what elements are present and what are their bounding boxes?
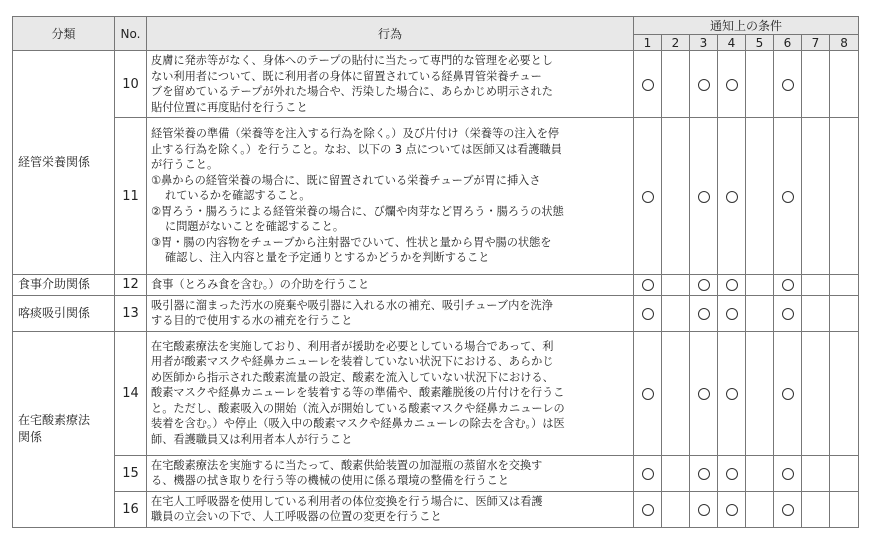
condition-cell-5 [746,118,774,275]
row-number: 10 [115,51,147,118]
condition-number-1: 1 [634,35,662,51]
action-text-line: 用者が酸素マスクや経鼻カニューレを装着していない状況下における、あらかじ [151,355,554,369]
condition-cell-2 [662,491,690,527]
condition-cell-5 [746,455,774,491]
condition-cell-1 [634,51,662,118]
row-number: 11 [115,118,147,275]
condition-cell-8 [830,275,859,296]
condition-cell-2 [662,455,690,491]
action-text-line: 在宅人工呼吸器を使用している利用者の体位変換を行う場合に、医師又は看護 [151,494,543,508]
table-row [13,491,859,527]
circle-mark-icon [726,388,738,400]
header-category: 分類 [13,17,115,51]
condition-cell-3 [690,455,718,491]
action-description [147,491,634,527]
condition-cell-4 [718,491,746,527]
category-cell: 食事介助関係 [13,275,115,296]
category-line: 関係 [18,430,43,444]
circle-mark-icon [698,308,710,320]
circle-mark-icon [782,79,794,91]
table-row [13,455,859,491]
row-number: 12 [115,275,147,296]
condition-number-4: 4 [718,35,746,51]
circle-mark-icon [782,279,794,291]
action-description [147,295,634,331]
action-text-line: ない利用者について、既に利用者の身体に留置されている経鼻胃管栄養チュー [151,69,542,83]
conditions-table-wrapper [12,16,859,528]
circle-mark-icon [726,79,738,91]
condition-cell-3 [690,491,718,527]
condition-cell-2 [662,295,690,331]
condition-cell-1 [634,331,662,455]
circle-mark-icon [782,468,794,480]
condition-cell-1 [634,118,662,275]
circle-mark-icon [642,308,654,320]
condition-cell-6 [774,331,802,455]
condition-cell-3 [690,331,718,455]
condition-cell-8 [830,118,859,275]
circle-mark-icon [726,468,738,480]
header-action: 行為 [147,17,634,51]
action-text-line: 皮膚に発赤等がなく、身体へのテープの貼付に当たって専門的な管理を必要とし [151,54,553,67]
row-number: 13 [115,295,147,331]
action-text-line: 師、看護職員又は利用者本人が行うこと [151,432,353,446]
action-text-line: 吸引器に溜まった汚水の廃棄や吸引器に入れる水の補充、吸引チューブ内を洗浄 [151,298,553,312]
table-body [13,51,859,528]
action-text-line: 在宅酸素療法を実施しており、利用者が援助を必要としている場合であって、利 [151,339,554,353]
condition-cell-8 [830,51,859,118]
condition-cell-8 [830,455,859,491]
action-text-line: が行うこと。 [151,158,219,172]
action-text-line: れているかを確認すること。 [165,189,311,203]
category-line: 在宅酸素療法 [18,413,91,427]
condition-cell-3 [690,275,718,296]
condition-cell-6 [774,51,802,118]
circle-mark-icon [642,279,654,291]
category-cell [13,331,115,527]
table-row [13,295,859,331]
condition-cell-2 [662,51,690,118]
condition-cell-8 [830,491,859,527]
circle-mark-icon [726,308,738,320]
condition-cell-1 [634,295,662,331]
condition-cell-1 [634,275,662,296]
action-text-line: 食事（とろみ食を含む。）の介助を行うこと [151,278,370,291]
circle-mark-icon [642,388,654,400]
condition-cell-7 [802,51,830,118]
action-text-line: と。ただし、酸素吸入の開始（流入が開始している酸素マスクや経鼻カニューレの [151,401,565,415]
condition-cell-4 [718,455,746,491]
row-number: 15 [115,455,147,491]
condition-cell-2 [662,331,690,455]
table-row [13,118,859,275]
category-cell: 喀痰吸引関係 [13,295,115,331]
circle-mark-icon [698,468,710,480]
circle-mark-icon [782,388,794,400]
condition-cell-7 [802,118,830,275]
condition-cell-6 [774,491,802,527]
circle-mark-icon [698,279,710,291]
action-text-line: ①鼻からの経管栄養の場合に、既に留置されている栄養チューブが胃に挿入さ [151,173,541,187]
table-row [13,275,859,296]
action-text-line: 在宅酸素療法を実施するに当たって、酸素供給装置の加湿瓶の蒸留水を交換す [151,458,543,472]
circle-mark-icon [782,191,794,203]
action-text-line: する目的で使用する水の補充を行うこと [151,314,353,327]
condition-cell-4 [718,295,746,331]
condition-cell-3 [690,295,718,331]
header-no: No. [115,17,147,51]
condition-number-3: 3 [690,35,718,51]
condition-cell-7 [802,491,830,527]
condition-number-5: 5 [746,35,774,51]
action-text-line: 職員の立会いの下で、人工呼吸器の位置の変更を行うこと [151,510,442,523]
condition-cell-7 [802,455,830,491]
action-description [147,275,634,296]
circle-mark-icon [642,468,654,480]
condition-cell-2 [662,275,690,296]
circle-mark-icon [698,504,710,516]
circle-mark-icon [726,279,738,291]
condition-cell-7 [802,275,830,296]
condition-cell-5 [746,51,774,118]
header-conditions-title: 通知上の条件 [634,17,859,35]
condition-cell-4 [718,118,746,275]
action-text-line: 貼付位置に再度貼付を行うこと [151,100,308,114]
condition-cell-6 [774,275,802,296]
circle-mark-icon [698,79,710,91]
condition-cell-8 [830,295,859,331]
action-description [147,331,634,455]
row-number: 14 [115,331,147,455]
action-text-line: 経管栄養の準備（栄養等を注入する行為を除く。）及び片付け（栄養等の注入を停 [151,127,560,141]
category-cell: 経管栄養関係 [13,51,115,275]
condition-cell-1 [634,491,662,527]
condition-number-7: 7 [802,35,830,51]
condition-cell-4 [718,331,746,455]
condition-cell-5 [746,275,774,296]
action-description [147,51,634,118]
row-number: 16 [115,491,147,527]
condition-number-2: 2 [662,35,690,51]
table-row [13,51,859,118]
circle-mark-icon [698,191,710,203]
condition-cell-7 [802,331,830,455]
circle-mark-icon [782,308,794,320]
condition-cell-5 [746,295,774,331]
action-text-line: ブを留めているテープが外れた場合や、汚染した場合に、あらかじめ明示された [151,85,553,98]
condition-cell-4 [718,51,746,118]
action-text-line: め医師から指示された酸素流量の設定、酸素を流入していない状況下における、 [151,370,554,384]
condition-cell-6 [774,455,802,491]
circle-mark-icon [782,504,794,516]
action-text-line: ②胃ろう・腸ろうによる経管栄養の場合に、び爛や肉芽など胃ろう・腸ろうの状態 [151,204,564,218]
condition-cell-3 [690,51,718,118]
condition-number-6: 6 [774,35,802,51]
condition-cell-7 [802,295,830,331]
action-text-line: 装着を含む。）や停止（吸入中の酸素マスクや経鼻カニューレの除去を含む。）は医 [151,417,565,431]
condition-cell-3 [690,118,718,275]
condition-cell-8 [830,331,859,455]
action-text-line: る、機器の拭き取りを行う等の機械の使用に係る環境の整備を行うこと [151,474,510,487]
action-text-line: 酸素マスクや経鼻カニューレを装着する等の準備や、酸素離脱後の片付けを行うこ [151,386,565,400]
action-description [147,455,634,491]
action-text-line: 止する行為を除く。）を行うこと。なお、以下の 3 点については医師又は看護職員 [151,142,562,156]
condition-cell-4 [718,275,746,296]
action-text-line: 確認し、注入内容と量を予定通りとするかどうかを判断すること [165,251,490,265]
circle-mark-icon [642,504,654,516]
table-row [13,331,859,455]
condition-number-8: 8 [830,35,859,51]
condition-cell-5 [746,491,774,527]
circle-mark-icon [642,191,654,203]
circle-mark-icon [642,79,654,91]
action-text-line: ③胃・腸の内容物をチューブから注射器でひいて、性状と量から胃や腸の状態を [151,235,552,249]
condition-cell-5 [746,331,774,455]
action-description [147,118,634,275]
condition-cell-6 [774,118,802,275]
condition-cell-2 [662,118,690,275]
conditions-table [12,16,859,528]
circle-mark-icon [698,388,710,400]
circle-mark-icon [726,191,738,203]
condition-cell-1 [634,455,662,491]
condition-cell-6 [774,295,802,331]
action-text-line: に問題がないことを確認すること。 [165,220,345,234]
circle-mark-icon [726,504,738,516]
